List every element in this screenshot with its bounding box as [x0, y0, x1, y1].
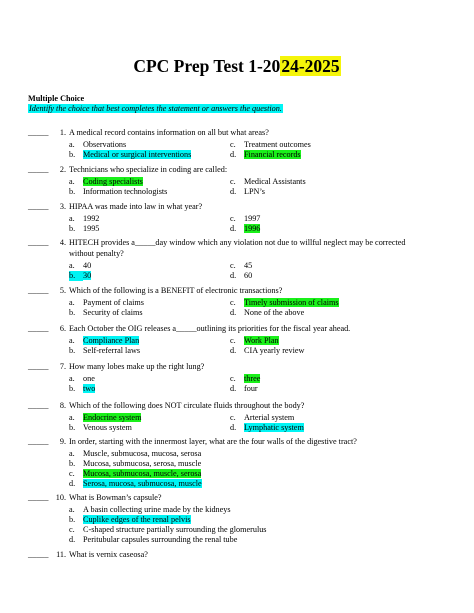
answer-option — [230, 308, 304, 318]
option-letter: a. — [69, 449, 75, 458]
question-stem: HIPAA was made into law in what year? — [69, 202, 203, 211]
answer-blank: _____ — [28, 202, 49, 211]
option-letter: a. — [69, 140, 75, 149]
answer-option — [69, 346, 140, 356]
answer-option — [69, 384, 95, 394]
option-text: Timely submission of claims — [244, 298, 339, 307]
option-text: Coding specialists — [83, 177, 143, 186]
question-stem: Which of the following is a BENEFIT of electronic transactions? — [69, 286, 283, 295]
question-stem: What is vernix caseosa? — [69, 550, 148, 559]
answer-option — [69, 449, 201, 459]
answer-option — [230, 298, 339, 308]
option-text: 60 — [244, 271, 253, 280]
page-title — [0, 56, 474, 77]
option-text: 1995 — [83, 224, 100, 233]
answer-option — [69, 261, 91, 271]
option-text: Cuplike edges of the renal pelvis — [83, 515, 191, 524]
question-number: 4. — [59, 238, 66, 247]
option-letter: b. — [69, 346, 76, 355]
option-text: 1992 — [83, 214, 100, 223]
option-text: Self-referral laws — [83, 346, 141, 355]
answer-option — [230, 336, 279, 346]
answer-option — [230, 224, 260, 234]
option-letter: a. — [69, 214, 75, 223]
title-highlight: 24-2025 — [281, 56, 340, 76]
question-number: 10. — [55, 493, 66, 502]
option-letter: c. — [230, 261, 236, 270]
option-text: two — [83, 384, 96, 393]
instructions: Identify the choice that best completes the statement or answers the question. — [29, 104, 282, 113]
option-letter: c. — [230, 214, 236, 223]
option-text: Arterial system — [244, 413, 295, 422]
option-letter: d. — [230, 308, 237, 317]
option-letter: c. — [69, 525, 75, 534]
option-letter: c. — [230, 140, 236, 149]
option-letter: b. — [69, 459, 76, 468]
option-text: Lymphatic system — [244, 423, 304, 432]
question-stem: A medical record contains information on all but what areas? — [69, 128, 269, 137]
answer-option — [69, 140, 126, 150]
answer-option — [230, 140, 311, 150]
answer-option — [69, 308, 143, 318]
answer-option — [230, 150, 301, 160]
option-text: Muscle, submucosa, mucosa, serosa — [83, 449, 202, 458]
question-number: 2. — [59, 165, 66, 174]
option-letter: d. — [230, 224, 237, 233]
answer-blank: _____ — [28, 324, 49, 333]
question-stem: What is Bowman’s capsule? — [69, 493, 162, 502]
answer-option — [69, 535, 237, 545]
option-text: Security of claims — [83, 308, 143, 317]
option-text: Mucosa, submucosa, serosa, muscle — [83, 459, 202, 468]
option-letter: d. — [69, 535, 76, 544]
question-number: 5. — [59, 286, 66, 295]
option-text: CIA yearly review — [244, 346, 305, 355]
option-text: 1997 — [244, 214, 261, 223]
option-letter: b. — [69, 515, 76, 524]
answer-blank: _____ — [28, 437, 49, 446]
option-text: one — [83, 374, 95, 383]
question-stem-continued: without penalty? — [69, 249, 124, 258]
option-text: Information technologists — [83, 187, 168, 196]
option-text: Mucosa, submucosa, muscle, serosa — [83, 469, 202, 478]
option-text: Payment of claims — [83, 298, 144, 307]
answer-option — [69, 214, 99, 224]
answer-option — [69, 187, 167, 197]
answer-option — [230, 177, 306, 187]
option-text: None of the above — [244, 308, 305, 317]
option-letter: c. — [230, 374, 236, 383]
option-text: Observations — [83, 140, 127, 149]
option-text: 30 — [83, 271, 92, 280]
option-letter: b. — [69, 308, 76, 317]
option-text: four — [244, 384, 258, 393]
option-text: three — [244, 374, 261, 383]
option-text: Medical Assistants — [244, 177, 306, 186]
question-number: 8. — [59, 401, 66, 410]
question-stem: HITECH provides a_____day window which any violation not due to willful neglect may be corrected — [69, 238, 406, 247]
option-letter: d. — [69, 479, 76, 488]
option-letter: a. — [69, 336, 75, 345]
question-number: 6. — [59, 324, 66, 333]
answer-blank: _____ — [28, 550, 49, 559]
question-stem: How many lobes make up the right lung? — [69, 362, 205, 371]
option-text: 45 — [244, 261, 253, 270]
option-text: Serosa, mucosa, submucosa, muscle — [83, 479, 202, 488]
answer-option — [230, 413, 294, 423]
option-letter: a. — [69, 505, 75, 514]
answer-option — [230, 214, 260, 224]
option-text: Peritubular capsules surrounding the renal tube — [83, 535, 238, 544]
option-text: Treatment outcomes — [244, 140, 311, 149]
option-letter: a. — [69, 374, 75, 383]
option-text: Venous system — [83, 423, 132, 432]
answer-option — [69, 271, 91, 281]
option-text: Work Plan — [244, 336, 279, 345]
answer-option — [230, 187, 265, 197]
answer-blank: _____ — [28, 401, 49, 410]
answer-blank: _____ — [28, 238, 49, 247]
option-text: Financial records — [244, 150, 301, 159]
question-stem: Which of the following does NOT circulate fluids throughout the body? — [69, 401, 305, 410]
answer-option — [230, 346, 304, 356]
answer-option — [69, 177, 143, 187]
option-text: Medical or surgical interventions — [83, 150, 192, 159]
title-prefix: CPC Prep Test 1-20 — [133, 56, 281, 76]
option-letter: b. — [69, 384, 76, 393]
section-heading: Multiple Choice — [28, 94, 85, 103]
option-letter: d. — [230, 423, 237, 432]
option-letter: b. — [69, 271, 83, 281]
option-text: A basin collecting urine made by the kidneys — [83, 505, 231, 514]
option-text: Endocrine system — [83, 413, 142, 422]
answer-option — [230, 423, 304, 433]
option-letter: b. — [69, 224, 76, 233]
question-stem: In order, starting with the innermost layer, what are the four walls of the digestive tract? — [69, 437, 357, 446]
answer-blank: _____ — [28, 362, 49, 371]
answer-blank: _____ — [28, 493, 49, 502]
option-letter: c. — [230, 298, 236, 307]
answer-option — [69, 224, 99, 234]
answer-option — [69, 505, 231, 515]
answer-blank: _____ — [28, 165, 49, 174]
answer-blank: _____ — [28, 286, 49, 295]
option-letter: d. — [230, 187, 237, 196]
option-letter: c. — [69, 469, 75, 478]
option-letter: a. — [69, 413, 75, 422]
option-letter: a. — [69, 177, 75, 186]
question-number: 7. — [59, 362, 66, 371]
answer-option — [69, 413, 141, 423]
option-text: Compliance Plan — [83, 336, 140, 345]
option-letter: d. — [230, 384, 237, 393]
answer-blank: _____ — [28, 128, 49, 137]
option-letter: b. — [69, 423, 76, 432]
option-letter: c. — [230, 336, 236, 345]
option-text: 40 — [83, 261, 92, 270]
answer-option — [69, 336, 139, 346]
option-text: C-shaped structure partially surrounding the glomerulus — [83, 525, 267, 534]
answer-option — [230, 261, 252, 271]
question-number: 1. — [59, 128, 66, 137]
answer-option — [69, 423, 132, 433]
option-letter: a. — [69, 261, 75, 270]
question-number: 3. — [59, 202, 66, 211]
answer-option — [230, 374, 260, 384]
option-letter: a. — [69, 298, 75, 307]
option-letter: b. — [69, 187, 76, 196]
answer-option — [69, 479, 202, 489]
answer-option — [69, 469, 201, 479]
option-letter: d. — [230, 150, 237, 159]
answer-option — [69, 515, 191, 525]
option-letter: d. — [230, 271, 237, 280]
answer-option — [69, 298, 144, 308]
answer-option — [69, 459, 201, 469]
answer-option — [69, 374, 95, 384]
question-number: 9. — [59, 437, 66, 446]
question-stem: Technicians who specialize in coding are called: — [69, 165, 228, 174]
option-letter: d. — [230, 346, 237, 355]
answer-option — [230, 384, 258, 394]
question-number: 11. — [56, 550, 66, 559]
option-letter: b. — [69, 150, 76, 159]
answer-option — [69, 150, 191, 160]
answer-option — [69, 525, 267, 535]
option-letter: c. — [230, 413, 236, 422]
option-text: LPN’s — [244, 187, 265, 196]
question-stem: Each October the OIG releases a_____outlining its priorities for the fiscal year ahead. — [69, 324, 351, 333]
option-letter: c. — [230, 177, 236, 186]
option-text: 1996 — [244, 224, 261, 233]
answer-option — [230, 271, 252, 281]
